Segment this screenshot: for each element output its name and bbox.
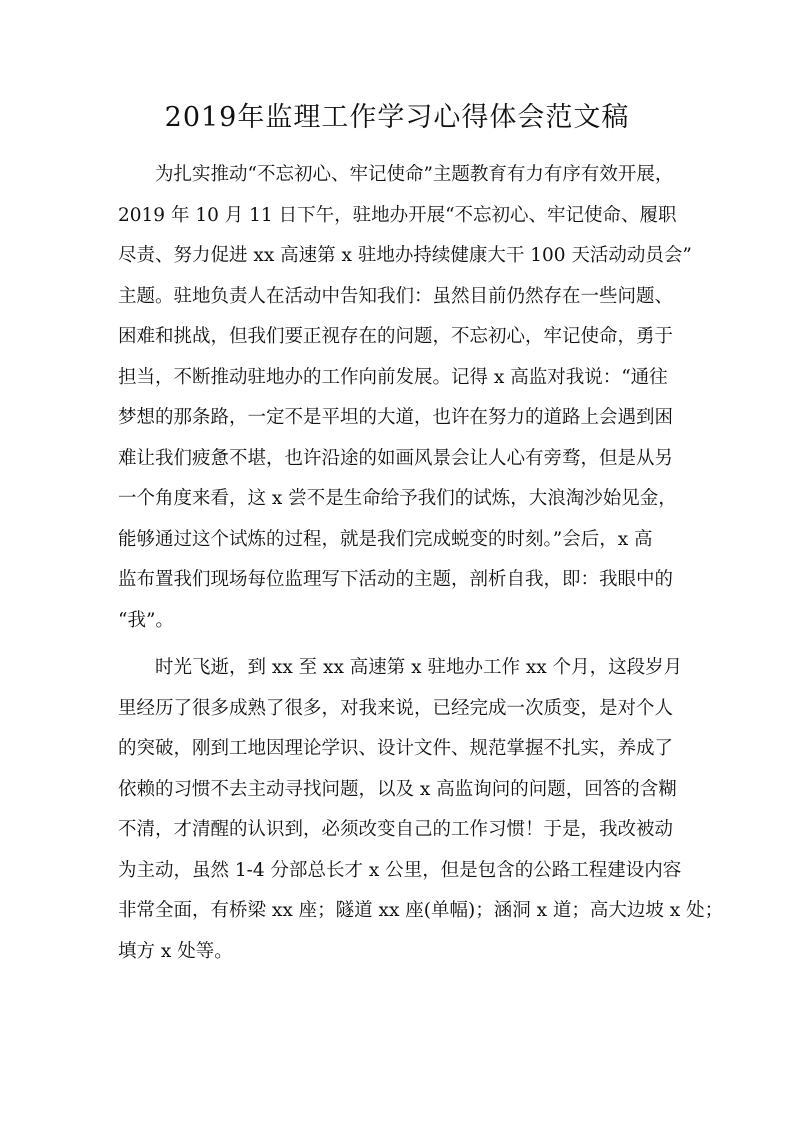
paragraph-line: 为主动，虽然 1-4 分部总长才 x 公里，但是包含的公路工程建设内容: [118, 859, 682, 881]
paragraph-line: 担当，不断推动驻地办的工作向前发展。记得 x 高监对我说：“通往: [118, 366, 668, 388]
paragraph-line: 不清，才清醒的认识到，必须改变自己的工作习惯！于是，我改被动: [118, 819, 674, 840]
paragraph-line: 尽责、努力促进 xx 高速第 x 驻地办持续健康大干 100 天活动动员会”: [118, 245, 692, 266]
paragraph-line: 填方 x 处等。: [118, 940, 233, 962]
paragraph-line: 主题。驻地负责人在活动中告知我们：虽然目前仍然存在一些问题、: [118, 285, 674, 307]
paragraph-line: 里经历了很多成熟了很多，对我来说，已经完成一次质变，是对个人: [118, 697, 674, 719]
paragraph-line: 为扎实推动“不忘初心、牢记使命”主题教育有力有序有效开展，: [155, 164, 674, 185]
paragraph-line: 监布置我们现场每位监理写下活动的主题，剖析自我，即：我眼中的: [118, 569, 674, 590]
paragraph-line: 时光飞逝，到 xx 至 xx 高速第 x 驻地办工作 xx 个月，这段岁月: [155, 657, 683, 678]
paragraph-line: 一个角度来看，这 x 尝不是生命给予我们的试炼，大浪淘沙始见金，: [118, 488, 677, 509]
paragraph-line: 2019 年 10 月 11 日下午，驻地办开展“不忘初心、牢记使命、履职: [118, 204, 677, 226]
paragraph-line: 的突破，刚到工地因理论学识、设计文件、规范掌握不扎实，养成了: [118, 738, 674, 759]
paragraph-2: [118, 648, 724, 972]
paragraph-line: 难让我们疲惫不堪，也许沿途的如画风景会让人心有旁骛，但是从另: [118, 447, 674, 469]
paragraph-line: 依赖的习惯不去主动寻找问题，以及 x 高监询问的问题，回答的含糊: [118, 778, 677, 800]
paragraph-line: “我”。: [118, 609, 174, 631]
paragraph-line: 能够通过这个试炼的过程，就是我们完成蜕变的时刻。”会后，x 高: [118, 528, 653, 550]
paragraph-line: 非常全面，有桥梁 xx 座；隧道 xx 座(单幅)；涵洞 x 道；高大边坡 x 处；: [118, 900, 724, 921]
document-title: 2019年监理工作学习心得体会范文稿: [164, 102, 630, 133]
paragraph-line: 困难和挑战，但我们要正视存在的问题，不忘初心，牢记使命，勇于: [118, 326, 674, 347]
paragraph-line: 梦想的那条路，一定不是平坦的大道，也许在努力的道路上会遇到困: [118, 407, 674, 428]
paragraph-1: [118, 155, 692, 641]
